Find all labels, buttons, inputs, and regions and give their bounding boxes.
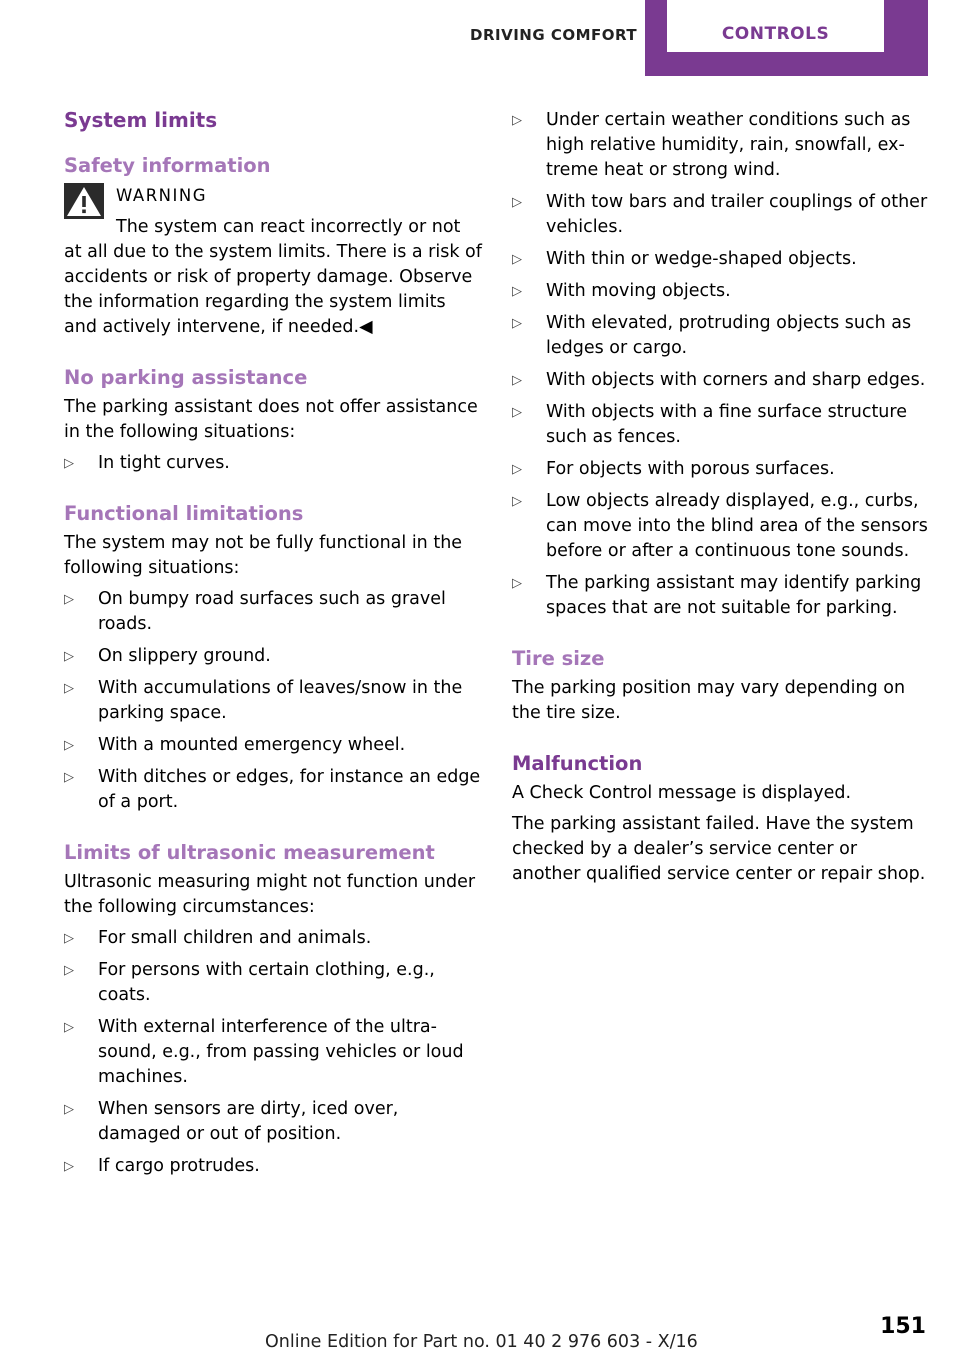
header-tab-label: CONTROLS xyxy=(721,24,830,44)
bullet-triangle-icon: ▷ xyxy=(64,931,74,946)
bullet-triangle-icon: ▷ xyxy=(512,576,522,591)
bullet-triangle-icon: ▷ xyxy=(64,1102,74,1117)
continued-list xyxy=(512,108,930,621)
list-item xyxy=(64,958,482,1008)
bullet-triangle-icon: ▷ xyxy=(512,113,522,128)
list-item-text: On bumpy road surfaces such as gravel roads. xyxy=(98,589,446,634)
ultrasonic-heading: Limits of ultrasonic measurement xyxy=(64,841,435,864)
bullet-triangle-icon: ▷ xyxy=(512,195,522,210)
list-item xyxy=(64,765,482,815)
list-item-text: With accumulations of leaves/snow in the parking space. xyxy=(98,678,463,723)
list-item-text: With objects with corners and sharp edges. xyxy=(546,370,926,390)
tire-section xyxy=(512,647,930,726)
bullet-triangle-icon: ▷ xyxy=(64,738,74,753)
warning-text: The system can react incorrectly or not at all due to the system limits. There is a risk of accidents or risk of property damage. Observe the information regarding the system limits and actively intervene, if needed.◀ xyxy=(64,217,482,337)
list-item-text: With elevated, protruding objects such as ledges or cargo. xyxy=(546,313,912,358)
list-item xyxy=(64,733,482,758)
edition-note: Online Edition for Part no. 01 40 2 976 603 - X/16 xyxy=(265,1332,698,1352)
no-assist-list xyxy=(64,451,482,476)
ultrasonic-list xyxy=(64,926,482,1179)
bullet-triangle-icon: ▷ xyxy=(512,462,522,477)
no-assist-intro: The parking assistant does not offer assistance in the following situations: xyxy=(64,397,478,442)
bullet-triangle-icon: ▷ xyxy=(64,649,74,664)
list-item-text: The parking assistant may identify parking spaces that are not suitable for parking. xyxy=(546,573,922,618)
functional-section xyxy=(64,502,482,815)
malfunction-section xyxy=(512,752,930,887)
list-item xyxy=(64,1097,482,1147)
header-section-label: DRIVING COMFORT xyxy=(470,26,638,44)
page-number: 151 xyxy=(880,1314,926,1339)
tire-heading: Tire size xyxy=(512,647,605,670)
header-tab xyxy=(645,0,928,76)
list-item-text: With external interference of the ultrasound, e.g., from passing vehicles or loud machines. xyxy=(98,1017,464,1087)
list-item xyxy=(512,400,930,450)
list-item xyxy=(512,247,930,272)
bullet-triangle-icon: ▷ xyxy=(64,681,74,696)
list-item xyxy=(64,1015,482,1090)
bullet-triangle-icon: ▷ xyxy=(64,456,74,471)
list-item xyxy=(512,489,930,564)
bullet-triangle-icon: ▷ xyxy=(64,592,74,607)
list-item-text: On slippery ground. xyxy=(98,646,271,666)
safety-section xyxy=(64,154,482,340)
list-item xyxy=(512,108,930,183)
list-item xyxy=(64,451,482,476)
list-item xyxy=(512,279,930,304)
tire-text: The parking position may vary depending on the tire size. xyxy=(512,678,906,723)
list-item-text: With tow bars and trailer couplings of other vehicles. xyxy=(546,192,928,237)
page-title: System limits xyxy=(64,108,218,132)
list-item-text: With objects with a fine surface structure such as fences. xyxy=(546,402,907,447)
functional-heading: Functional limitations xyxy=(64,502,304,525)
bullet-triangle-icon: ▷ xyxy=(512,316,522,331)
ultrasonic-intro: Ultrasonic measuring might not function under the following circumstances: xyxy=(64,872,476,917)
warning-box xyxy=(64,183,482,340)
bullet-triangle-icon: ▷ xyxy=(64,963,74,978)
list-item xyxy=(512,571,930,621)
continued-list-section xyxy=(512,108,930,621)
bullet-triangle-icon: ▷ xyxy=(512,252,522,267)
no-assist-section xyxy=(64,366,482,476)
ultrasonic-section xyxy=(64,841,482,1179)
malfunction-text-2: The parking assistant failed. Have the system checked by a dealer’s service center or another qualified service center or repair shop. xyxy=(512,814,926,884)
list-item-text: With a mounted emergency wheel. xyxy=(98,735,406,755)
list-item xyxy=(64,587,482,637)
bullet-triangle-icon: ▷ xyxy=(64,1159,74,1174)
list-item-text: Low objects already displayed, e.g., curbs, can move into the blind area of the sensors before or after a continuous tone sounds. xyxy=(546,491,928,561)
list-item xyxy=(512,368,930,393)
malfunction-heading: Malfunction xyxy=(512,752,643,775)
list-item-text: With ditches or edges, for instance an edge of a port. xyxy=(98,767,481,812)
list-item-text: If cargo protrudes. xyxy=(98,1156,260,1176)
safety-heading: Safety information xyxy=(64,154,271,177)
functional-list xyxy=(64,587,482,815)
list-item-text: When sensors are dirty, iced over, damaged or out of position. xyxy=(98,1099,399,1144)
list-item-text: For objects with porous surfaces. xyxy=(546,459,835,479)
list-item xyxy=(64,1154,482,1179)
list-item-text: Under certain weather conditions such as high relative humidity, rain, snowfall, extreme heat or strong wind. xyxy=(546,110,911,180)
right-column xyxy=(512,108,930,913)
list-item xyxy=(512,457,930,482)
bullet-triangle-icon: ▷ xyxy=(512,373,522,388)
list-item-text: With moving objects. xyxy=(546,281,731,301)
left-column xyxy=(64,108,482,1205)
list-item-text: With thin or wedge-shaped objects. xyxy=(546,249,857,269)
bullet-triangle-icon: ▷ xyxy=(512,284,522,299)
functional-intro: The system may not be fully functional in the following situations: xyxy=(64,533,463,578)
list-item-text: For persons with certain clothing, e.g., coats. xyxy=(98,960,435,1005)
warning-triangle-icon xyxy=(64,183,104,219)
bullet-triangle-icon: ▷ xyxy=(64,1020,74,1035)
bullet-triangle-icon: ▷ xyxy=(64,770,74,785)
list-item-text: For small children and animals. xyxy=(98,928,372,948)
bullet-triangle-icon: ▷ xyxy=(512,494,522,509)
list-item-text: In tight curves. xyxy=(98,453,230,473)
warning-label: WARNING xyxy=(116,186,208,205)
list-item xyxy=(64,926,482,951)
list-item xyxy=(64,676,482,726)
list-item xyxy=(512,190,930,240)
bullet-triangle-icon: ▷ xyxy=(512,405,522,420)
malfunction-text-1: A Check Control message is displayed. xyxy=(512,783,852,803)
list-item xyxy=(64,644,482,669)
list-item xyxy=(512,311,930,361)
no-assist-heading: No parking assistance xyxy=(64,366,308,389)
